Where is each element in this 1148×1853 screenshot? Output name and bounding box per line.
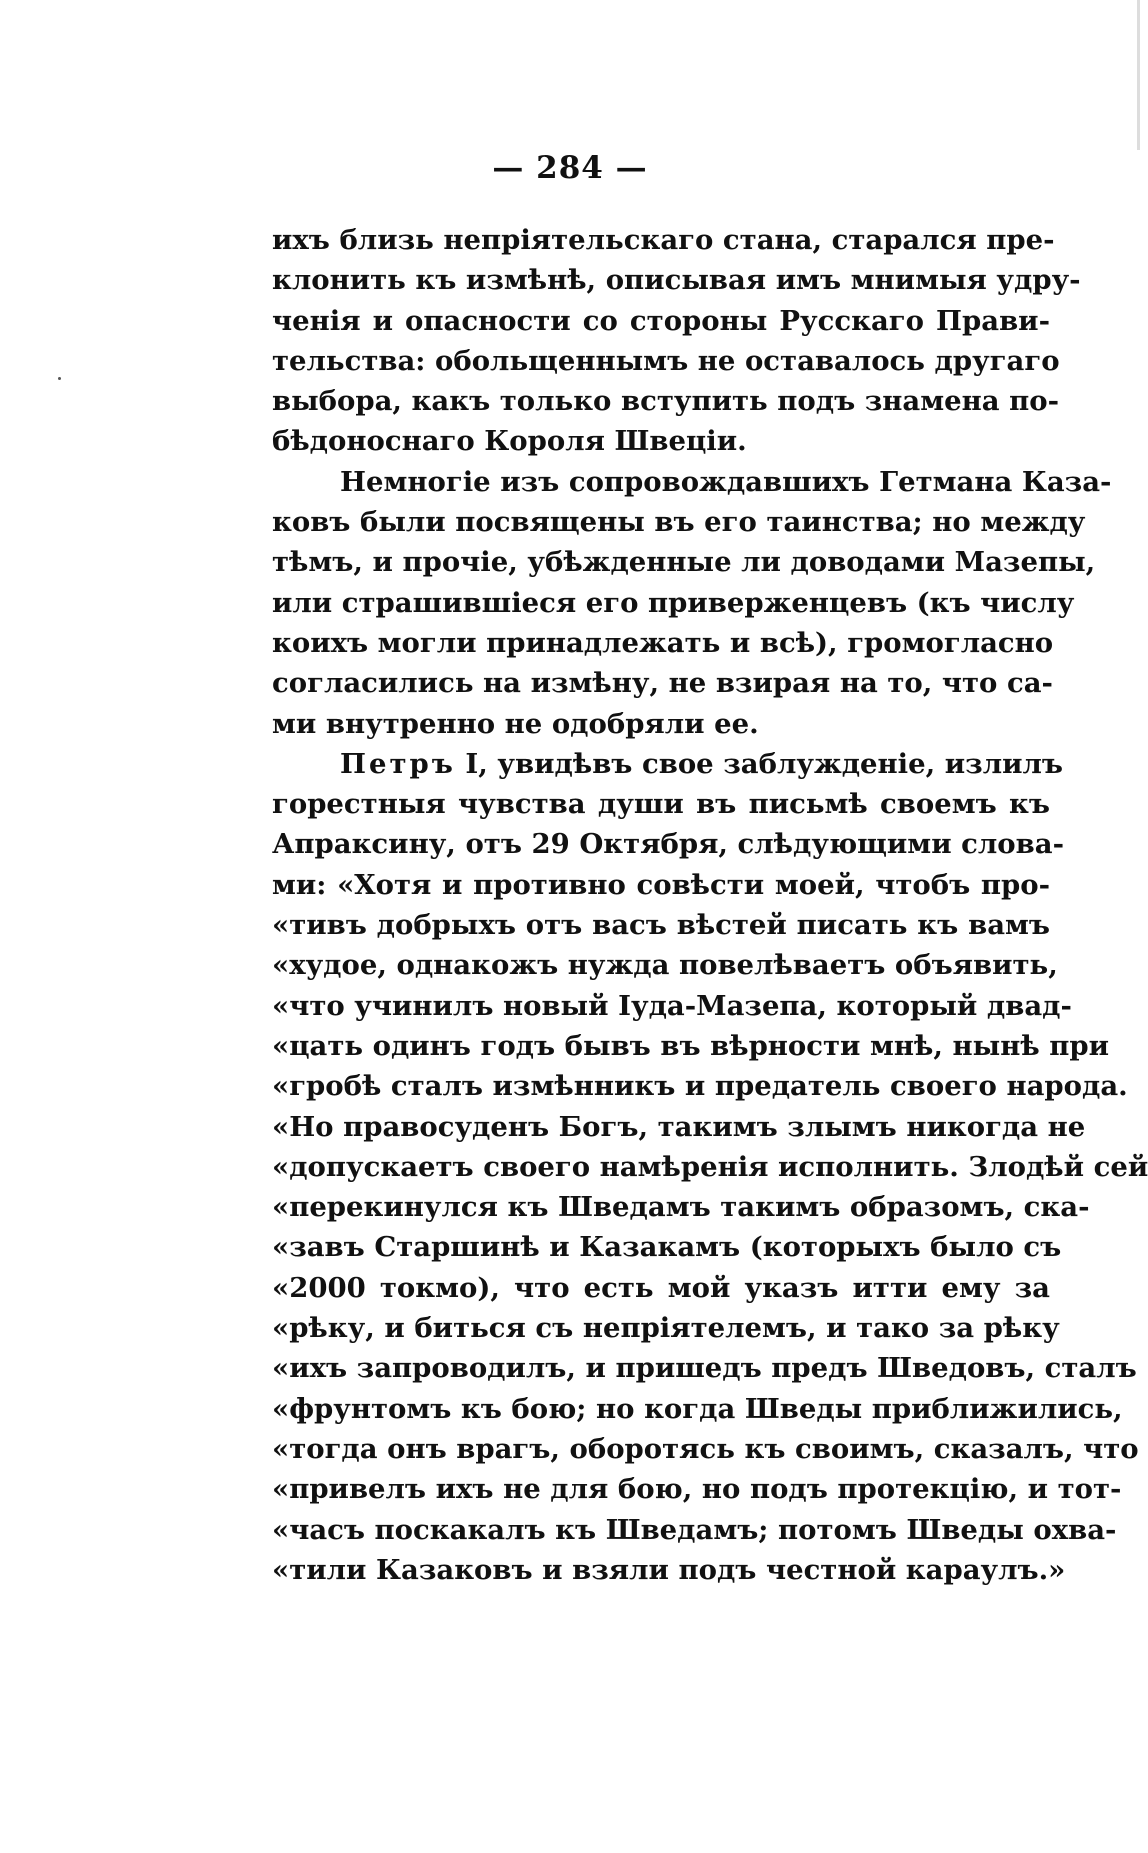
text-line: тельства: обольщеннымъ не оставалось другаго [272,344,1060,377]
text-line: Апраксину, отъ 29 Октября, слѣдующими слова- [272,828,1064,861]
text-line: клонить къ измѣнѣ, описывая имъ мнимыя удру- [272,264,1081,297]
text-line: «рѣку, и биться съ непріятелемъ, и тако за рѣку [272,1312,1060,1345]
text-line: «тили Казаковъ и взяли подъ честной караулъ.» [272,1553,1066,1586]
text-line: согласились на измѣну, не взирая на то, что са- [272,667,1053,700]
text-line: «2000 токмо), что есть мой указъ итти ему за [272,1271,1050,1304]
text-line: «часъ поскакалъ къ Шведамъ; потомъ Шведы охва- [272,1513,1117,1546]
text-line: «фрунтомъ къ бою; но когда Шведы приближились, [272,1392,1123,1425]
text-line: ми: «Хотя и противно совѣсти моей, чтобъ про- [272,868,1050,901]
page-number: — 284 — [492,150,648,186]
text-line: «тивъ добрыхъ отъ васъ вѣстей писать къ вамъ [272,909,1050,942]
text-line: тѣмъ, и прочіе, убѣжденные ли доводами Мазепы, [272,546,1096,579]
text-line: «худое, однакожъ нужда повелѣваетъ объявить, [272,949,1058,982]
text-line: «ихъ запроводилъ, и пришедъ предъ Шведовъ, сталъ [272,1352,1137,1385]
text-line: бѣдоноснаго Короля Швеціи. [272,425,747,458]
text-line: «цать одинъ годъ бывъ въ вѣрности мнѣ, нынѣ при [272,1029,1110,1062]
text-line: «привелъ ихъ не для бою, но подъ протекцію, и тот- [272,1473,1122,1506]
text-line: ченія и опасности со стороны Русскаго Прави- [272,304,1050,337]
text-line [272,744,1063,784]
text-line: ковъ были посвящены въ его таинства; но между [272,506,1086,539]
text-line: «тогда онъ врагъ, оборотясь къ своимъ, сказалъ, что [272,1432,1139,1465]
emphasized-name: Петръ [340,747,456,780]
paragraph-3 [272,744,1148,1590]
text-line: выбора, какъ только вступить подъ знамена по- [272,385,1060,418]
paragraph-2 [272,462,1112,744]
page-edge-shadow [1137,0,1140,150]
text-line: «что учинилъ новый Іуда-Мазепа, который двад- [272,989,1072,1022]
text-line: «завъ Старшинѣ и Казакамъ (которыхъ было съ [272,1231,1062,1264]
text-line: коихъ могли принадлежать и всѣ), громогласно [272,626,1054,659]
text-line: ми внутренно не одобряли ее. [272,707,759,740]
line-rest: I, увидѣвъ свое заблужденіе, излилъ [455,747,1063,780]
text-line: «допускаетъ своего намѣренія исполнить. Злодѣй сей [272,1150,1148,1183]
text-line: или страшившіеся его приверженцевъ (къ числу [272,586,1075,619]
print-speck [58,377,61,380]
text-line: «гробѣ сталъ измѣнникъ и предатель своего народа. [272,1070,1128,1103]
text-line: «Но правосуденъ Богъ, такимъ злымъ никогда не [272,1110,1086,1143]
text-line: ихъ близь непріятельскаго стана, старался пре- [272,224,1055,256]
text-line: «перекинулся къ Шведамъ такимъ образомъ, ска- [272,1191,1090,1224]
text-line: горестныя чувства души въ письмѣ своемъ къ [272,788,1050,821]
text-line: Немногіе изъ сопровождавшихъ Гетмана Каза- [340,465,1112,498]
paragraph-1 [272,220,1081,462]
body-text [272,220,1148,1590]
